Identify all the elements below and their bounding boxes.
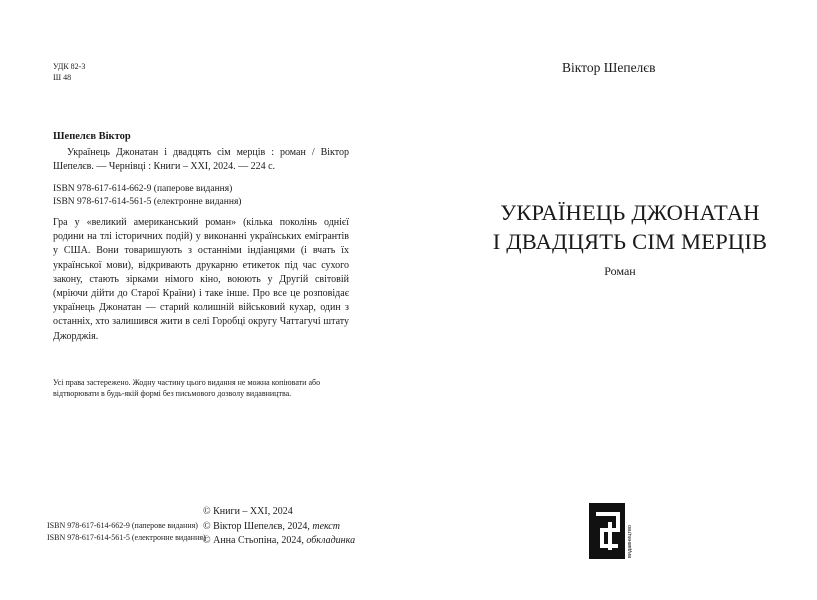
isbn-list [53, 183, 241, 209]
isbn-footer [47, 520, 206, 544]
bibliographic-record: Українець Джонатан і двадцять сім мерців : роман / Віктор Шепелєв. — Чернівці : Книги – XXI, 2024. — 224 с. [53, 147, 349, 172]
copyright-block [203, 505, 355, 549]
title-page-author: Віктор Шепелєв [562, 60, 656, 75]
publisher-logo-icon [588, 502, 634, 560]
book-title-line-2: І ДВАДЦЯТЬ СІМ МЕРЦІВ [492, 229, 768, 254]
book-title [470, 198, 790, 256]
book-genre: Роман [604, 264, 636, 278]
isbn-print: ISBN 978-617-614-662-9 (паперове видання) [53, 184, 233, 194]
catalog-author-heading: Шепелєв Віктор [53, 131, 131, 142]
udk-classification [53, 61, 85, 83]
book-title-line-1: УКРАЇНЕЦЬ ДЖОНАТАН [500, 200, 760, 225]
imprint-page [0, 0, 408, 600]
isbn-footer-print: ISBN 978-617-614-662-9 (паперове видання) [47, 521, 198, 530]
publisher-logo-caption: видавництво [627, 525, 633, 558]
isbn-footer-electronic: ISBN 978-617-614-561-5 (електронне видання) [47, 533, 206, 542]
copyright-text-author: © Віктор Шепелєв, 2024, текст [203, 520, 340, 532]
isbn-electronic: ISBN 978-617-614-561-5 (електронне видання) [53, 197, 242, 207]
udk-code: УДК 82-3 [53, 62, 86, 71]
copyright-publisher: © Книги – XXI, 2024 [203, 506, 293, 517]
copyright-cover-artist: © Анна Стьопіна, 2024, обкладинка [203, 535, 356, 546]
book-annotation: Гра у «великий американський роман» (кілька поколінь однієї родини на тлі історичних подій) у виконанні українських емігрантів у США. Вони товаришують з останніми індіанцями (і вчать їх української мови), відкривають друкарню етикеток під час сухого закону, стають зірками німого кіно, воюють у Другій світовій (мріючи дійти до Старої Країни) і таке інше. Про все це розповідає українець Джонатан — старий колишній військовий кухар, один з останніх, хто залишився жити в селі Горобці округу Чаттагучі штату Джорджія. [53, 217, 349, 342]
author-sign: Ш 48 [53, 73, 72, 82]
rights-notice: Усі права застережено. Жодну частину цього видання не можна копіювати або відтворювати в будь-якій формі без письмового дозволу видавництва. [53, 378, 321, 398]
